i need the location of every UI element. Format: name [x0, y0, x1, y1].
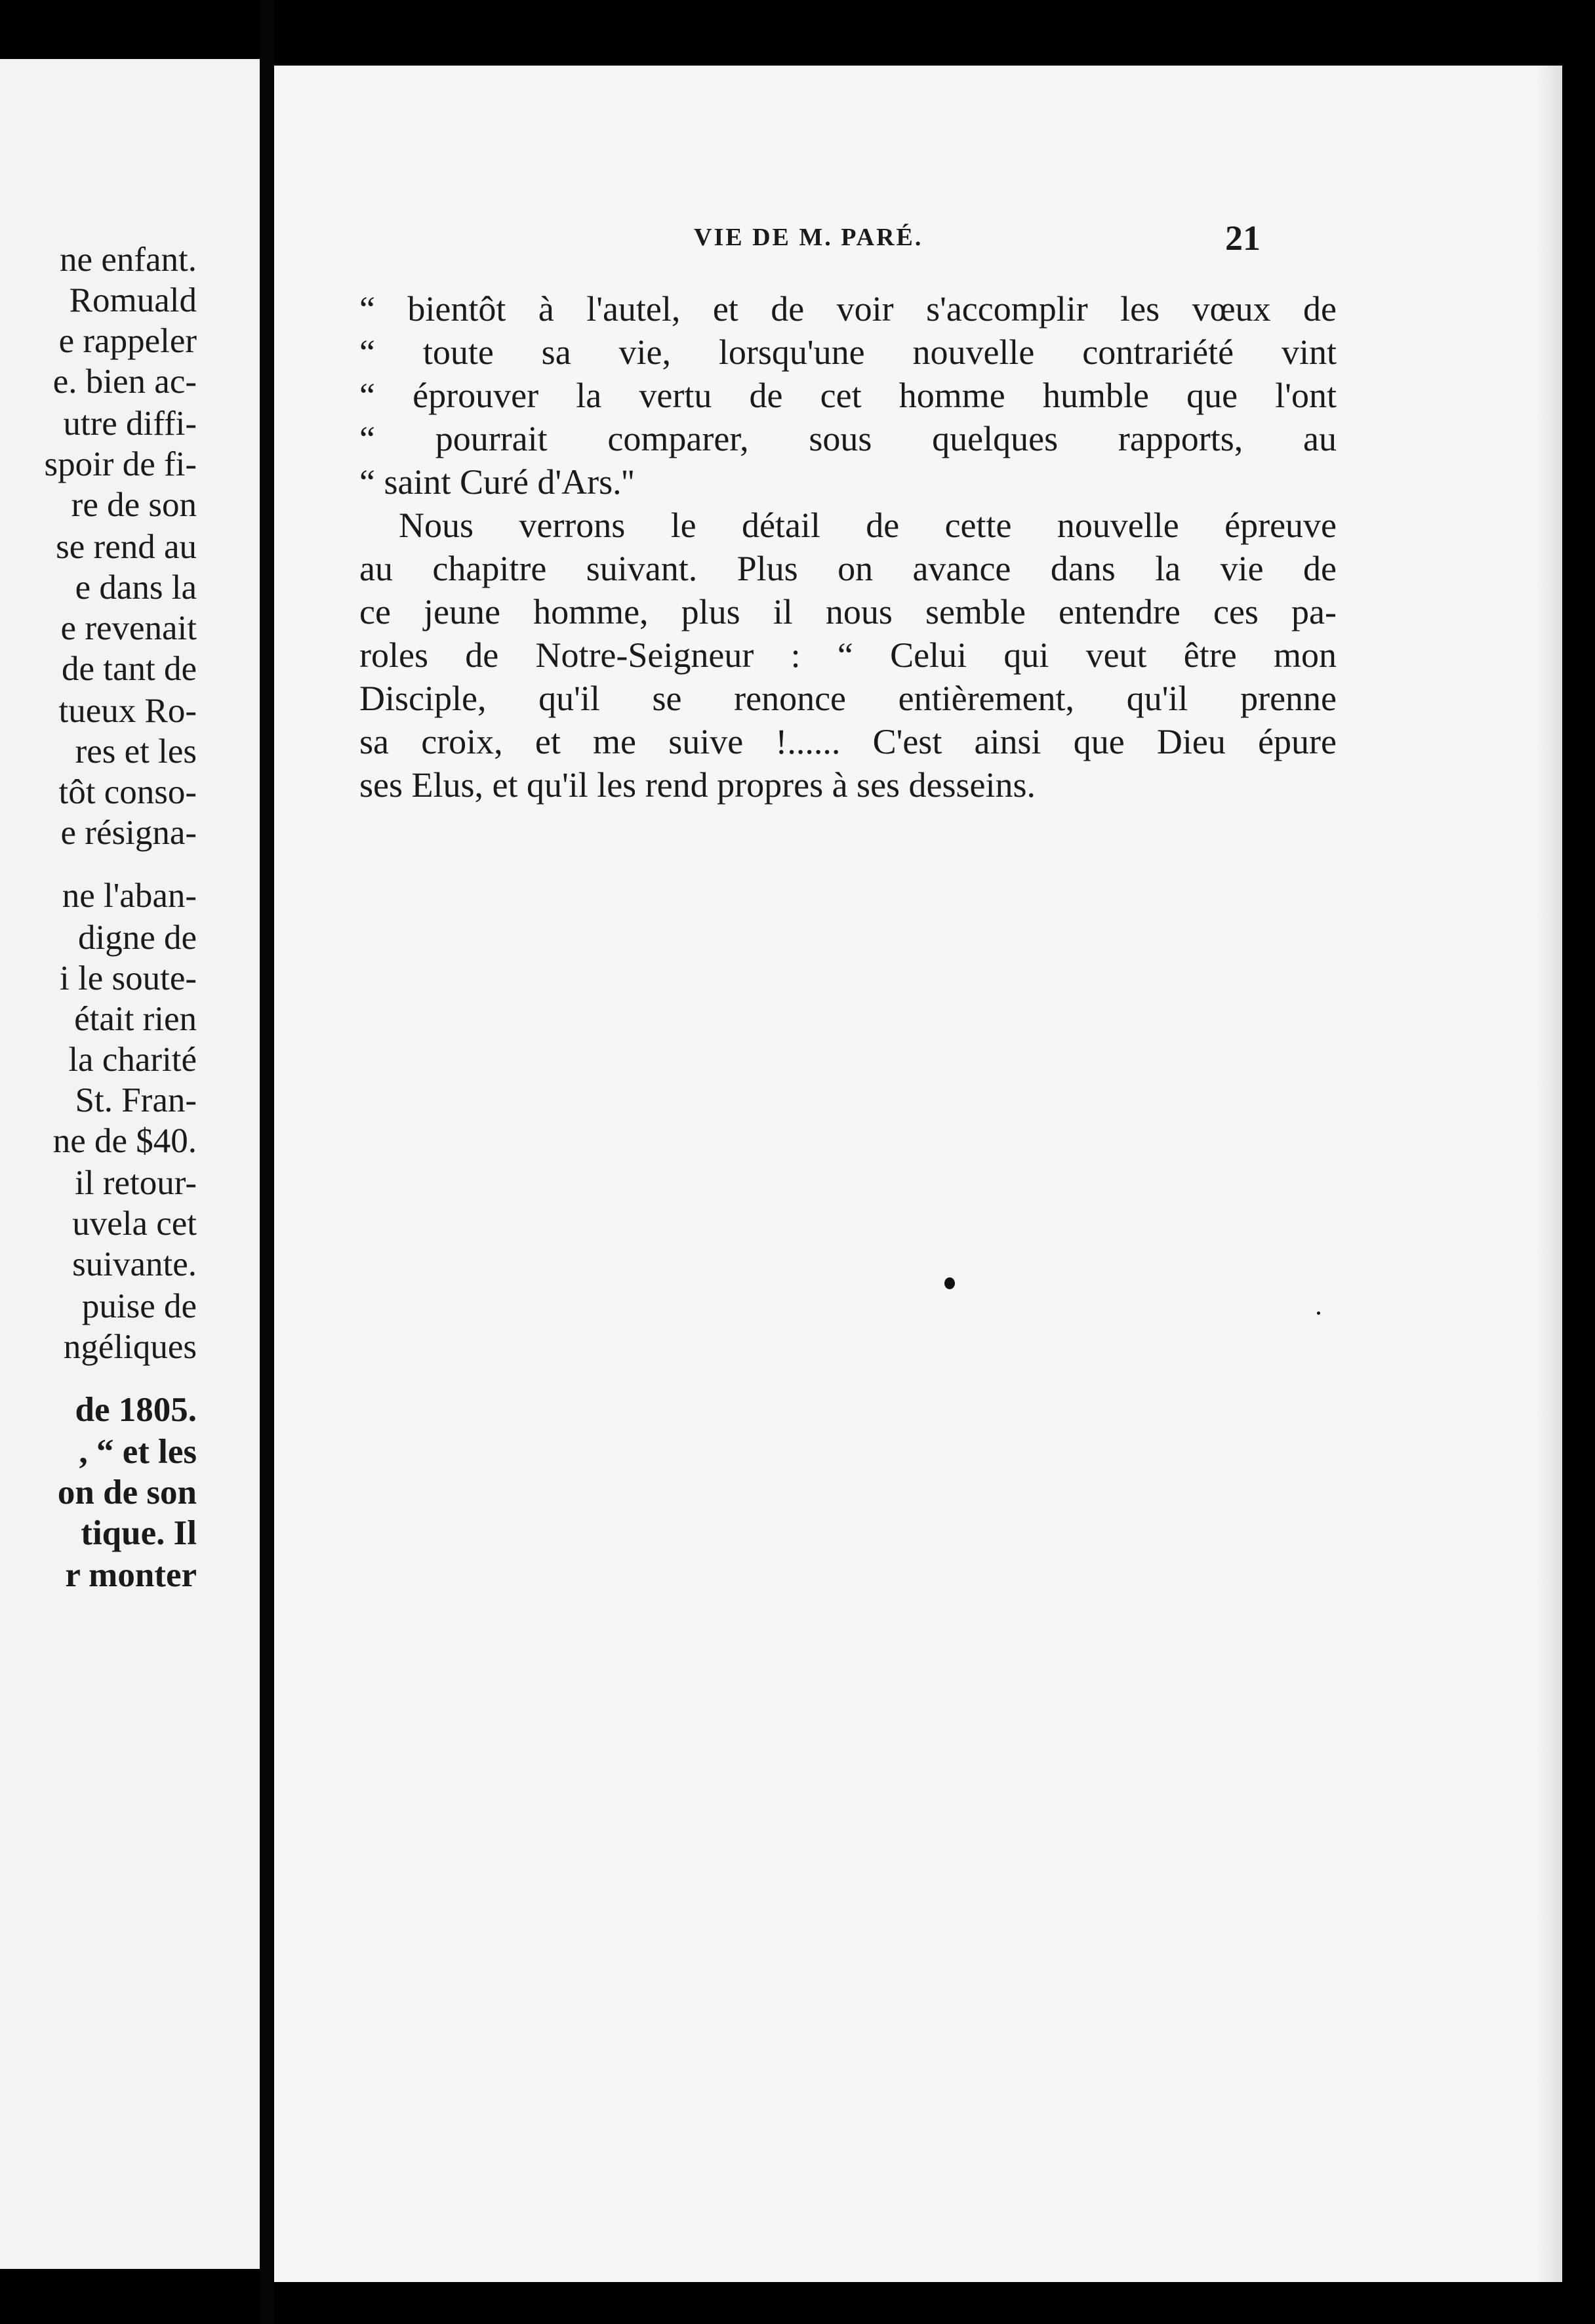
ink-speck: [944, 1277, 955, 1289]
left-text-line: r monter: [65, 1556, 197, 1594]
left-text-line: était rien: [74, 1000, 197, 1038]
page-number: 21: [1225, 218, 1261, 258]
left-text-line: e résigna-: [60, 814, 197, 852]
ink-speck: [1317, 1312, 1320, 1315]
left-text-line: il retour-: [75, 1164, 197, 1202]
left-text-line: res et les: [75, 732, 197, 771]
text-line: “ éprouver la vertu de cet homme humble que l'ont: [359, 376, 1337, 415]
text-line: au chapitre suivant. Plus on avance dans la vie de: [359, 549, 1337, 588]
left-text-line: ne de $40.: [52, 1122, 197, 1160]
left-page-fragment: [0, 59, 260, 2269]
running-head: VIE DE M. PARÉ.: [694, 224, 923, 251]
left-text-line: , “ et les: [79, 1433, 197, 1471]
text-line: “ bientôt à l'autel, et de voir s'accomplir les vœux de: [359, 289, 1337, 329]
body-text: [359, 287, 1337, 807]
text-line: sa croix, et me suive !...... C'est ainsi que Dieu épure: [359, 722, 1337, 761]
left-text-line: ne l'aban-: [62, 877, 197, 915]
left-text-line: digne de: [77, 919, 197, 957]
left-text-line: re de son: [71, 486, 197, 524]
left-text-line: suivante.: [72, 1245, 197, 1283]
page-edge: [1536, 66, 1562, 2282]
left-text-line: ngéliques: [63, 1328, 197, 1366]
left-text-line: St. Fran-: [75, 1081, 197, 1119]
text-line: “ pourrait comparer, sous quelques rapports, au: [359, 419, 1337, 458]
left-text-line: ne enfant.: [60, 241, 197, 279]
left-text-line: uvela cet: [72, 1205, 197, 1243]
left-text-line: utre diffi-: [63, 405, 197, 443]
text-line: Disciple, qu'il se renonce entièrement, qu'il prenne: [359, 679, 1337, 718]
left-text-line: la charité: [68, 1041, 197, 1079]
text-line: “ saint Curé d'Ars.'': [359, 462, 635, 502]
right-page: [274, 66, 1562, 2282]
text-line: roles de Notre-Seigneur : “ Celui qui veut être mon: [359, 635, 1337, 675]
left-text-line: e revenait: [60, 609, 197, 647]
left-text-line: de 1805.: [75, 1391, 197, 1429]
left-text-line: de tant de: [61, 650, 197, 688]
text-line: ce jeune homme, plus il nous semble entendre ces pa-: [359, 592, 1337, 631]
left-text-line: tueux Ro-: [58, 692, 197, 730]
text-line: “ toute sa vie, lorsqu'une nouvelle contrariété vint: [359, 332, 1337, 372]
left-text-line: se rend au: [56, 528, 197, 566]
left-text-line: tôt conso-: [58, 773, 197, 811]
left-text-line: i le soute-: [60, 959, 197, 997]
left-text-line: e rappeler: [58, 322, 197, 360]
left-text-line: spoir de fi-: [44, 445, 197, 483]
left-text-line: e. bien ac-: [52, 363, 197, 401]
book-gutter: [260, 0, 274, 2324]
left-text-line: tique. Il: [81, 1514, 197, 1552]
text-line: Nous verrons le détail de cette nouvelle épreuve: [399, 506, 1337, 545]
left-text-line: on de son: [57, 1473, 197, 1512]
left-text-line: e dans la: [75, 569, 197, 607]
text-line: ses Elus, et qu'il les rend propres à ses desseins.: [359, 765, 1036, 805]
left-text-line: puise de: [81, 1287, 197, 1325]
left-text-line: Romuald: [69, 281, 197, 319]
